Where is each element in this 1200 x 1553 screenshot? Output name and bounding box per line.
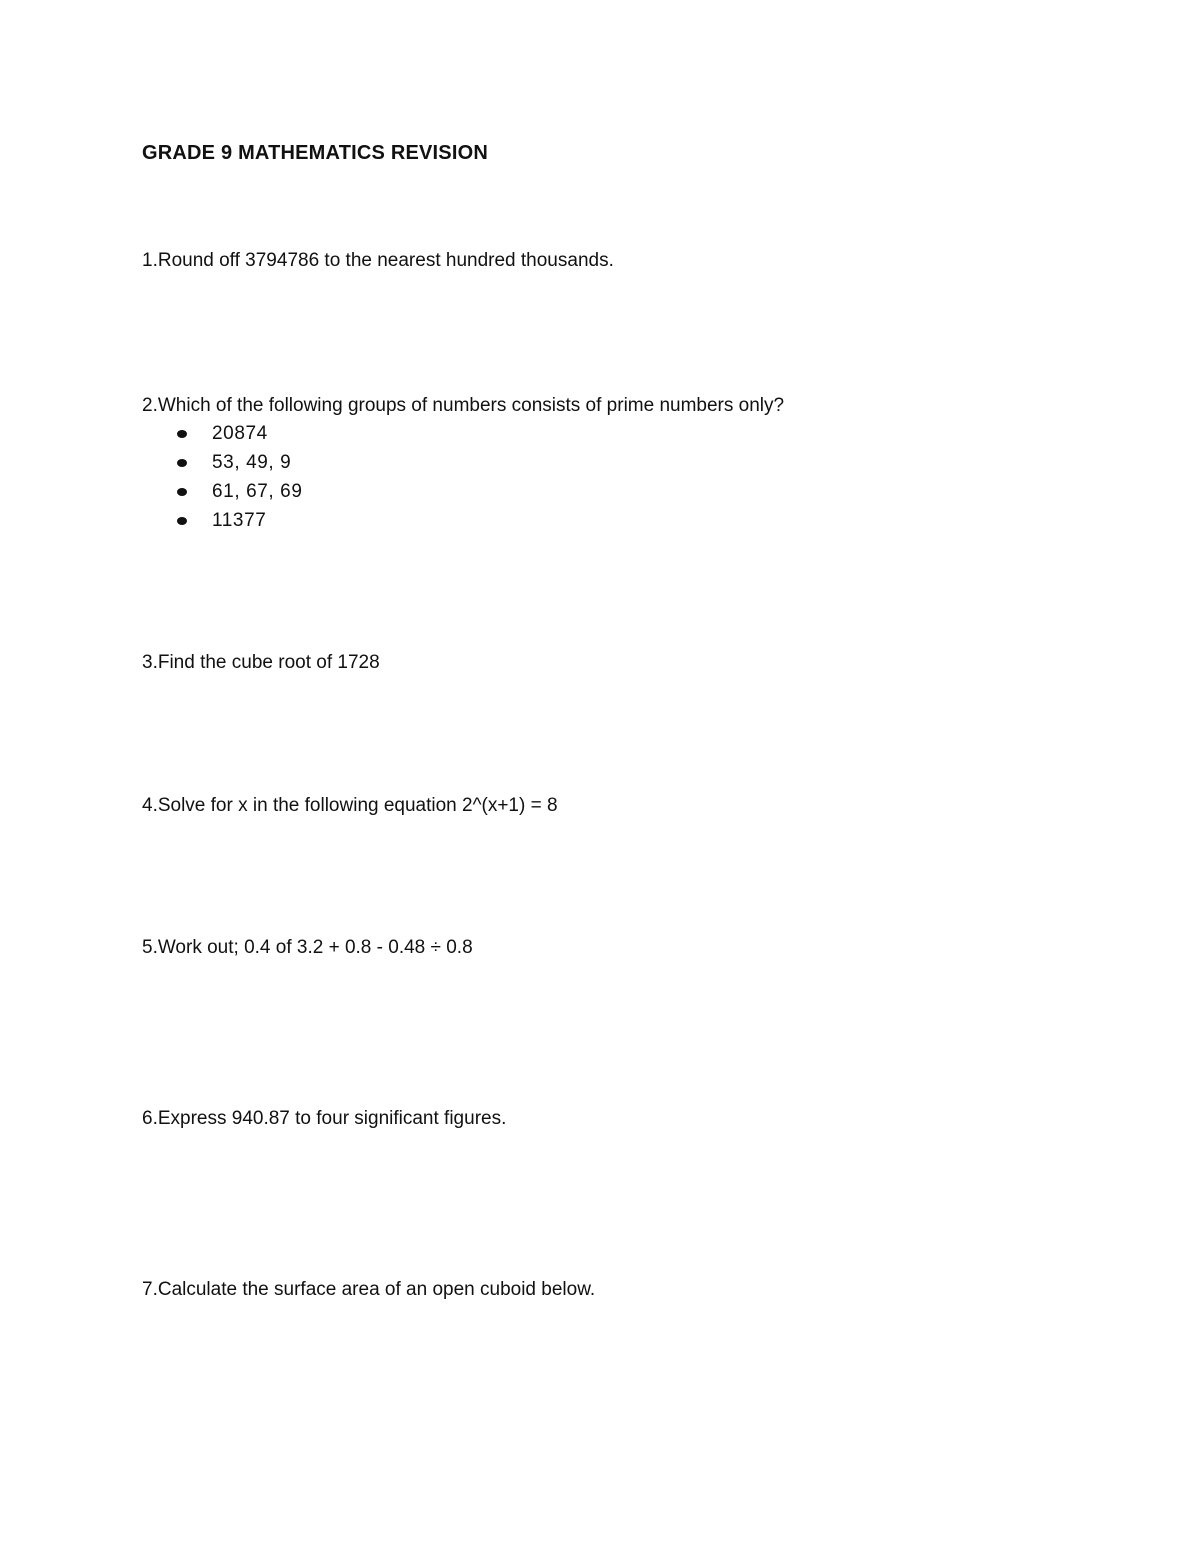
bullet-icon (177, 430, 187, 438)
document-title: GRADE 9 MATHEMATICS REVISION (142, 142, 488, 164)
option-text: 61, 67, 69 (212, 481, 303, 502)
question-2: 2.Which of the following groups of numbers consists of prime numbers only? (142, 395, 785, 416)
question-3: 3.Find the cube root of 1728 (142, 652, 380, 673)
question-4: 4.Solve for x in the following equation 2^(x+1) = 8 (142, 795, 558, 816)
bullet-icon (177, 459, 187, 467)
question-6: 6.Express 940.87 to four significant figures. (142, 1108, 507, 1129)
question-1: 1.Round off 3794786 to the nearest hundred thousands. (142, 250, 614, 271)
option-text: 11377 (212, 510, 267, 531)
option-text: 20874 (212, 423, 268, 444)
bullet-icon (177, 517, 187, 525)
question-5: 5.Work out; 0.4 of 3.2 + 0.8 - 0.48 ÷ 0.8 (142, 937, 473, 958)
question-7: 7.Calculate the surface area of an open cuboid below. (142, 1279, 596, 1300)
bullet-icon (177, 488, 187, 496)
option-text: 53, 49, 9 (212, 452, 292, 473)
